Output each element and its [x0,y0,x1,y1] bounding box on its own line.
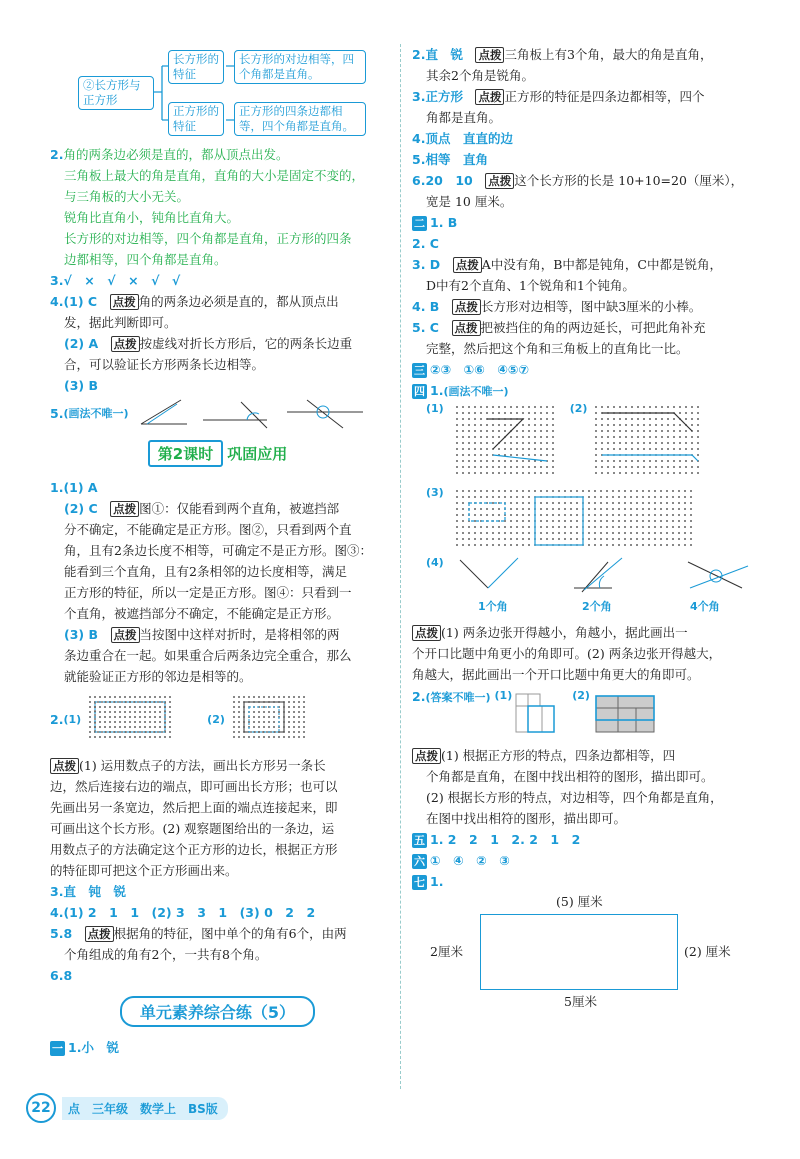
tip-badge: 点拨 [453,257,482,273]
tip-badge: 点拨 [412,625,441,641]
tip-badge: 点拨 [50,758,79,774]
r5-number: 5. [412,152,426,167]
p5-text-2: 个角组成的角有2个，一共有8个角。 [64,947,268,962]
p1-3-line [50,624,385,645]
tip-badge: 点拨 [485,173,514,189]
s2-line-4 [412,296,752,317]
q2-text-6: 边都相等，四个角都是直角。 [64,252,227,267]
s3-answer: ②③ ①⑥ ④⑤⑦ [430,362,530,377]
q2-text-5: 长方形的对边相等，四个角都是直角，正方形的四条 [64,231,352,246]
p4-answer: (1) 2 1 1 (2) 3 3 1 (3) 0 2 2 [63,905,316,920]
s2-4-answer: 4. B [412,299,440,314]
q5-angle-figures [137,396,367,430]
q3-answer: √ × √ × √ √ [63,273,181,288]
section-3-badge: 三 [414,364,425,377]
p6-number: 6. [50,968,64,983]
r6-line [412,170,752,191]
s5-line [412,829,752,850]
p1-2-text-6: 个直角，被遮挡部分不确定，不能确定是正方形。 [64,606,340,621]
s2-3-text-1: A中没有角，B中都是钝角，C中都是锐角， [481,257,722,272]
r3-text-1: 正方形的特征是四条边都相等，四个 [504,89,705,104]
section-2-badge: 二 [414,217,425,230]
tip-badge: 点拨 [111,627,140,643]
s4-dot-grid-2 [593,404,703,478]
s2-5-text-2: 完整，然后把这个角和三角板上的直角比一比。 [426,341,689,356]
q4-2-text-2: 合，可以验证长方形两条长边相等。 [64,357,265,372]
s4-dot-grid-3 [454,488,694,548]
s4-1-number: 1. [430,383,444,398]
q4-3-answer: (3) B [64,378,99,393]
q3-number: 3. [50,273,64,288]
page-footer [26,1093,228,1123]
section-1-badge: 一 [52,1042,63,1055]
p5-line [50,923,385,944]
s2-5-text-1: 把被挡住的角的两边延长，可把此角补充 [480,320,706,335]
p1-2-answer: (2) C [64,501,98,516]
mindmap-square-label: 正方形的特征 [168,102,224,136]
p6-line [50,965,385,986]
answer-rectangle [480,914,678,990]
r4-line [412,128,752,149]
caption-3: 4个角 [690,600,720,613]
s6-answer: ① ④ ② ③ [430,853,510,868]
p2-tip-text-5: 用数点子的方法确定这个正方形的边长，根据正方形 [50,842,338,857]
rect-left-label: 2厘米 [430,944,463,959]
section-5-badge: 五 [414,834,425,847]
r2-line [412,44,752,65]
p1-2-text-3: 角，且有2条边长度不相等，可确定不是正方形。图③： [64,543,372,558]
p3-number: 3. [50,884,64,899]
s4-tip-text-2: 个开口比题中角更小的角即可。(2) 两条边张开得越大， [412,646,722,661]
s2-4-text-1: 长方形对边相等，图中缺3厘米的小棒。 [480,299,702,314]
q5-row [50,396,385,430]
s4-label-3: (3) [426,486,444,499]
p2-tip-text-3: 先画出另一条宽边，然后把上面的端点连接起来，即 [50,800,338,815]
s4-2-tip-text-3: (2) 根据长方形的特点，对边相等，四个角都是直角， [426,790,723,805]
p1-2-text-5: 正方形的特征，所以一定是正方形。图④：只看到一 [64,585,352,600]
s4-tip-text-1: (1) 两条边张开得越小，角越小，据此画出一 [441,625,688,640]
s7-rect-figure [412,892,752,1012]
lesson-title: 第2课时 [148,440,223,467]
s4-line [412,380,752,402]
column-divider [400,44,401,1089]
s4-dot-grid-1 [454,404,554,478]
r5-answer: 相等 直角 [425,152,488,167]
s4-label-1: (1) [426,402,444,415]
p4-line [50,902,385,923]
p1-2-text-2: 分不确定，不能确定是正方形。图②，只看到两个直 [64,522,352,537]
s4-2-label-1: (1) [494,689,513,702]
q5-number: 5. [50,405,64,421]
left-column [50,44,385,1058]
tip-badge: 点拨 [85,926,114,942]
s4-tip-line [412,622,752,643]
p2-row [50,691,385,747]
s4-2-tip-text-2: 个角都是直角，在图中找出相符的图形，描出即可。 [426,769,714,784]
rect-right-label: (2) 厘米 [684,944,731,959]
p1-line [50,477,385,498]
q4-1-answer: (1) C [63,294,98,309]
s4-2-tip-text-1: (1) 根据正方形的特点，四条边都相等，四 [441,748,676,763]
section-7-badge: 七 [414,876,425,889]
r5-line [412,149,752,170]
tip-badge: 点拨 [452,320,481,336]
r3-text-2: 角都是直角。 [426,110,502,125]
lesson-subtitle: 巩固应用 [227,445,288,463]
s4-2-number: 2. [412,689,426,704]
r4-answer: 顶点 直直的边 [425,131,513,146]
p2-dot-grid-1 [87,694,177,744]
lesson-heading [50,440,385,467]
p2-label-1: (1) [63,712,82,726]
s2-1-answer: 1. B [430,215,458,230]
s5-answer-2: 2. 2 1 2 [511,832,581,847]
section-4-badge: 四 [414,385,425,398]
q4-3-line [50,375,385,396]
mindmap-rect-label: 长方形的特征 [168,50,224,84]
s5-answer-1: 1. 2 2 1 [430,832,499,847]
tip-badge: 点拨 [111,336,140,352]
p2-number: 2. [50,711,64,727]
s4-2-note: (答案不唯一) [425,691,491,704]
unit-heading [50,996,385,1027]
book-brand: 点 三年级 数学上 BS版 [62,1097,228,1120]
unit-title: 单元素养综合练（5） [120,996,315,1027]
tip-badge: 点拨 [110,294,139,310]
s4-2-square-figure [514,692,558,736]
r6-number: 6. [412,173,426,188]
s1-line [50,1037,385,1058]
caption-2: 2个角 [582,600,612,613]
p1-2-line [50,498,385,519]
p5-number: 5. [50,926,64,941]
p1-2-text-4: 能看到三个直角，且有2条相邻的边长度相等，满足 [64,564,347,579]
s2-3-text-2: D中有2个直角、1个锐角和1个钝角。 [426,278,635,293]
p5-text-1: 根据角的特征，图中单个的角有6个，由两 [113,926,347,941]
rect-bottom-label: 5厘米 [564,994,597,1009]
page-number: 22 [26,1093,56,1123]
mindmap-rect-text: 长方形的对边相等，四个角都是直角。 [234,50,366,84]
q2-number: 2. [50,147,64,162]
s4-2-label-2: (2) [572,689,590,702]
q4-1-text-1: 角的两条边必须是直的，都从顶点出 [138,294,339,309]
tip-badge: 点拨 [110,501,139,517]
q5-note: (画法不唯一) [63,407,129,420]
p2-tip-text-2: 边，然后连接右边的端点，即可画出长方形；也可以 [50,779,338,794]
p1-3-text-1: 当按图中这样对折时，是将相邻的两 [139,627,340,642]
p2-tip-text-4: 可画出这个长方形。(2) 观察题图给出的一条边，运 [50,821,335,836]
r2-answer: 直 锐 [425,47,463,62]
mindmap-root: ②长方形与正方形 [78,76,154,110]
s4-2-tip-text-4: 在图中找出相符的图形，描出即可。 [426,811,627,826]
right-column [412,44,752,1012]
p2-label-2: (2) [207,712,225,726]
s1-q1-answer: 小 锐 [81,1040,119,1055]
mindmap-square-text: 正方形的四条边都相等，四个角都是直角。 [234,102,366,136]
s1-q1-number: 1. [68,1040,82,1055]
s4-figs-row1 [412,402,752,480]
p1-3-text-2: 条边重合在一起。如果重合后两条边完全重合，那么 [64,648,352,663]
section-6-badge: 六 [414,855,425,868]
s2-2-answer: 2. C [412,236,439,251]
s2-3-answer: 3. D [412,257,441,272]
s4-note: (画法不唯一) [443,385,509,398]
tip-badge: 点拨 [475,89,504,105]
s4-angle-figures [452,554,772,598]
s2-5-answer: 5. C [412,320,439,335]
s4-2-row [412,689,752,739]
p1-2-text-1: 图①：仅能看到两个直角，被遮挡部 [139,501,340,516]
q2-line [50,144,385,165]
p2-tip-text-1: (1) 运用数点子的方法，画出长方形另一条长 [79,758,326,773]
p2-tip-line [50,755,385,776]
q4-1-text-2: 发，据此判断即可。 [64,315,177,330]
q2-text-1: 角的两条边必须是直的，都从顶点出发。 [63,147,289,162]
s4-label-2: (2) [569,402,588,415]
q4-line [50,291,385,312]
s2-line-2 [412,233,752,254]
q2-text-3: 与三角板的大小无关。 [64,189,190,204]
s4-label-4: (4) [426,556,444,569]
s6-line [412,850,752,871]
p2-dot-grid-2 [231,694,311,744]
q2-text-2: 三角板上最大的角是直角，直角的大小是固定不变的， [64,168,365,183]
rect-top-label: (5) 厘米 [556,894,603,909]
s7-line [412,871,752,892]
q4-number: 4. [50,294,64,309]
r3-number: 3. [412,89,426,104]
r6-text-1: 这个长方形的长是 10+10=20（厘米）， [514,173,744,188]
q4-2-text-1: 按虚线对折长方形后，它的两条长边重 [139,336,353,351]
mindmap [50,44,385,136]
s4-2-rect-figure [594,692,658,736]
tip-badge: 点拨 [475,47,504,63]
s4-2-tip-line [412,745,752,766]
s2-line-3 [412,254,752,275]
r4-number: 4. [412,131,426,146]
p3-answer: 直 钝 锐 [63,884,126,899]
caption-1: 1个角 [478,600,508,613]
r2-text-2: 其余2个角是锐角。 [426,68,534,83]
p1-3-answer: (3) B [64,627,99,642]
q4-2-answer: (2) A [64,336,99,351]
r2-number: 2. [412,47,426,62]
s4-figs-row2 [412,486,752,550]
s2-line-5 [412,317,752,338]
r2-text-1: 三角板上有3个角，最大的角是直角， [504,47,713,62]
s2-line-1 [412,212,752,233]
s4-figs-row3 [412,554,752,616]
r3-line [412,86,752,107]
p3-line [50,881,385,902]
q2-text-4: 锐角比直角小，钝角比直角大。 [64,210,240,225]
s7-1-number: 1. [430,874,444,889]
s3-line [412,359,752,380]
s4-tip-text-3: 角越大，据此画出一个开口比题中角更大的角即可。 [412,667,700,682]
r3-answer: 正方形 [425,89,463,104]
r6-text-2: 宽是 10 厘米。 [426,194,513,209]
p1-1-answer: (1) A [63,480,98,495]
p5-answer: 8 [63,926,73,941]
p4-number: 4. [50,905,64,920]
r6-answer: 20 10 [425,173,473,188]
p2-tip-text-6: 的特征即可把这个正方形画出来。 [50,863,238,878]
p1-3-text-3: 就能验证正方形的邻边是相等的。 [64,669,252,684]
tip-badge: 点拨 [452,299,481,315]
q4-2-line [50,333,385,354]
q3-line [50,270,385,291]
p1-number: 1. [50,480,64,495]
p6-answer: 8 [63,968,73,983]
tip-badge: 点拨 [412,748,441,764]
